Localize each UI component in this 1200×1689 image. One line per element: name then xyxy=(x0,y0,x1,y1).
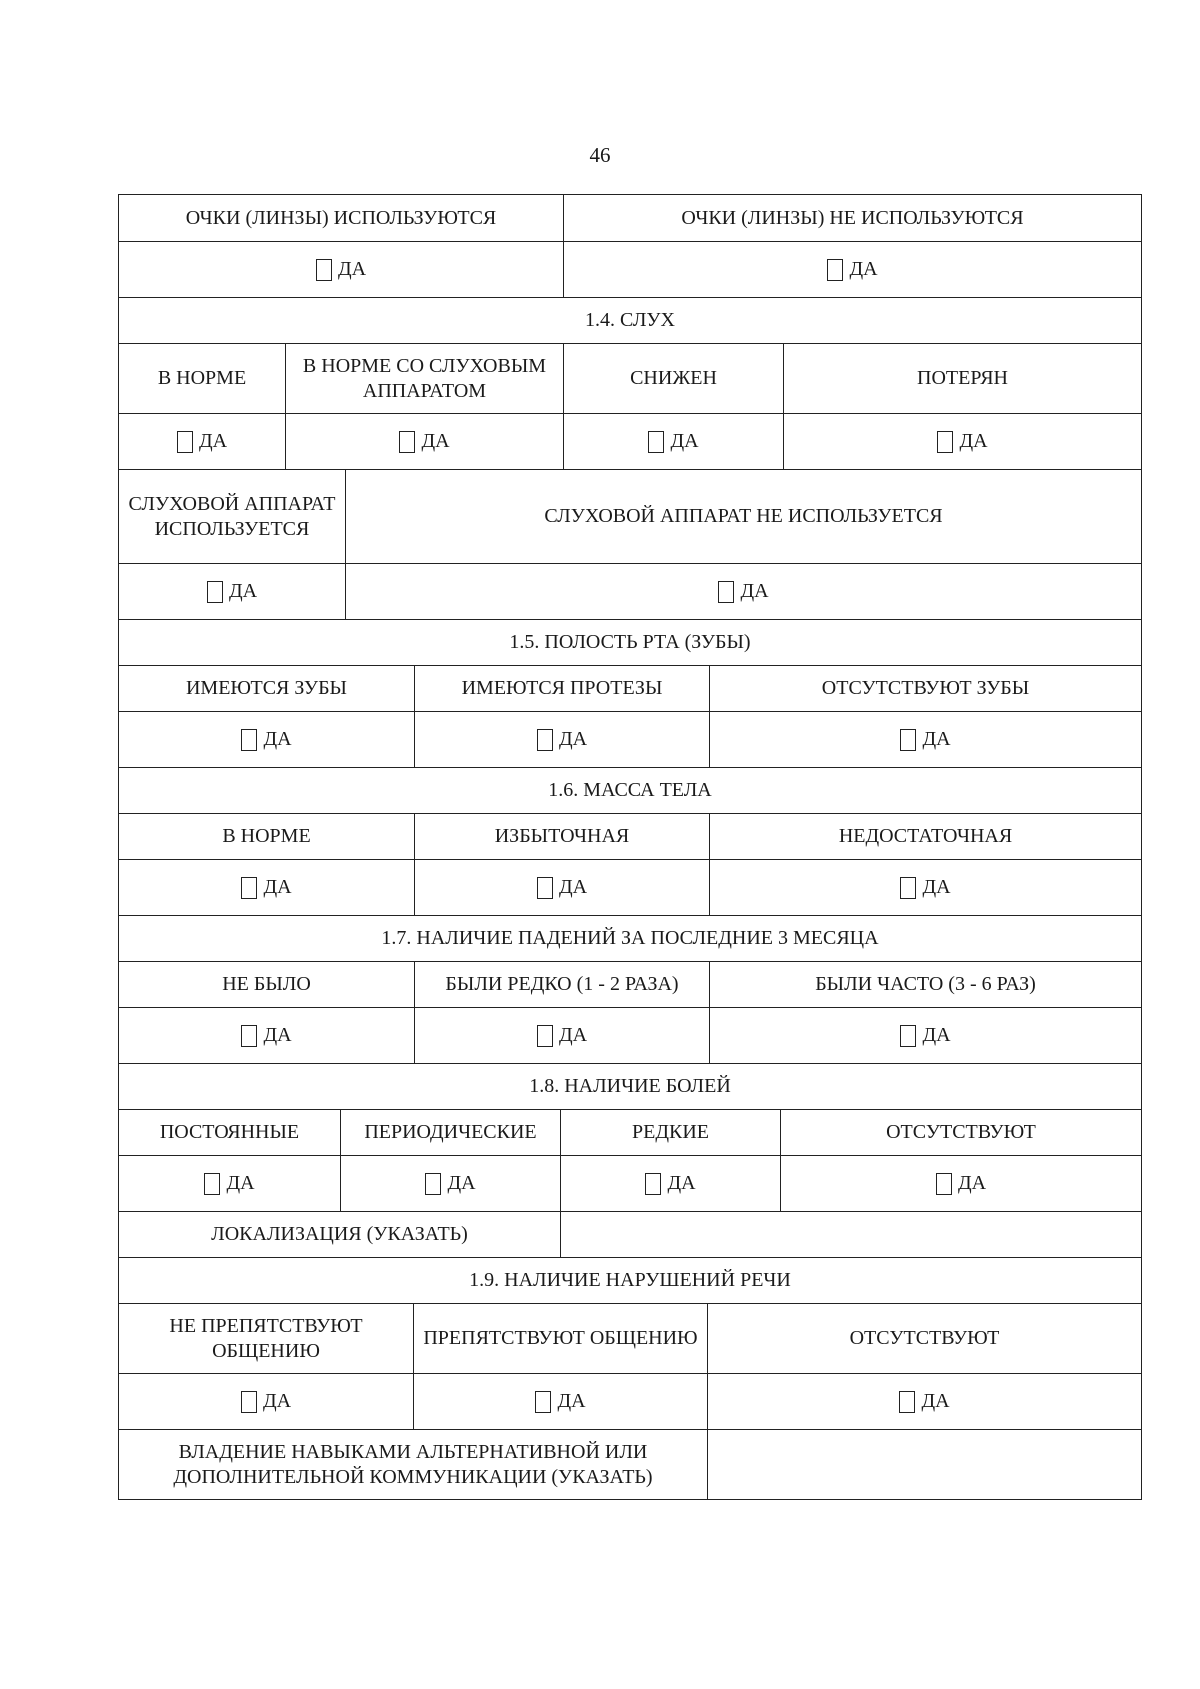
glasses-header-row xyxy=(119,195,1141,241)
checkbox-box[interactable] xyxy=(316,259,332,281)
hearing-normal-header: В НОРМЕ xyxy=(157,367,247,389)
falls-rare-checkbox[interactable] xyxy=(537,1023,587,1048)
hearing-normal-checkbox[interactable] xyxy=(177,429,227,454)
weight-title-row xyxy=(119,767,1141,813)
mouth-no-teeth-cell xyxy=(709,712,1141,767)
checkbox-label: ДА xyxy=(447,1172,476,1194)
mouth-teeth-checkbox[interactable] xyxy=(241,727,291,752)
mouth-no-teeth-checkbox[interactable] xyxy=(900,727,950,752)
pain-constant-cell xyxy=(119,1156,340,1211)
checkbox-label: ДА xyxy=(922,1024,951,1046)
checkbox-label: ДА xyxy=(263,876,292,898)
pain-rare-cell xyxy=(560,1156,780,1211)
checkbox-box[interactable] xyxy=(645,1173,661,1195)
glasses-not-used-header: ОЧКИ (ЛИНЗЫ) НЕ ИСПОЛЬЗУЮТСЯ xyxy=(563,195,1141,241)
mouth-dentures-header: ИМЕЮТСЯ ПРОТЕЗЫ xyxy=(414,666,709,711)
pain-title-row xyxy=(119,1063,1141,1109)
hearing-reduced-header: СНИЖЕН xyxy=(563,344,783,413)
checkbox-box[interactable] xyxy=(204,1173,220,1195)
mouth-no-teeth-header: ОТСУТСТВУЮТ ЗУБЫ xyxy=(709,666,1141,711)
checkbox-label: ДА xyxy=(558,876,588,898)
section-title-falls: 1.7. НАЛИЧИЕ ПАДЕНИЙ ЗА ПОСЛЕДНИЕ 3 МЕСЯЦА xyxy=(381,927,879,949)
pain-rare-checkbox[interactable] xyxy=(645,1171,695,1196)
speech-alt-comm-label: ВЛАДЕНИЕ НАВЫКАМИ АЛЬТЕРНАТИВНОЙ ИЛИ ДОПОЛНИТЕЛЬНОЙ КОММУНИКАЦИИ (УКАЗАТЬ) xyxy=(173,1440,653,1488)
falls-frequent-cell xyxy=(709,1008,1141,1063)
pain-absent-header: ОТСУТСТВУЮТ xyxy=(780,1110,1141,1155)
falls-checkbox-row xyxy=(119,1007,1141,1063)
hearing-normal-aid-cell xyxy=(285,414,563,469)
glasses-used-cell xyxy=(119,242,563,297)
hearing-checkbox-row xyxy=(119,413,1141,469)
checkbox-label: ДА xyxy=(922,728,951,750)
hearing-normal-aid-checkbox[interactable] xyxy=(399,429,449,454)
falls-none-header: НЕ БЫЛО xyxy=(222,973,311,995)
checkbox-box[interactable] xyxy=(537,729,553,751)
speech-alt-comm-field[interactable] xyxy=(707,1430,1141,1499)
pain-constant-checkbox[interactable] xyxy=(204,1171,254,1196)
speech-not-hinder-header: НЕ ПРЕПЯТСТВУЮТ ОБЩЕНИЮ xyxy=(169,1314,363,1362)
pain-absent-checkbox[interactable] xyxy=(936,1171,986,1196)
speech-hinder-checkbox[interactable] xyxy=(535,1389,585,1414)
hearing-reduced-checkbox[interactable] xyxy=(648,429,698,454)
pain-header-row xyxy=(119,1109,1141,1155)
hearing-aid-not-used-header: СЛУХОВОЙ АППАРАТ НЕ ИСПОЛЬЗУЕТСЯ xyxy=(345,470,1141,563)
checkbox-label: ДА xyxy=(262,1390,292,1412)
checkbox-label: ДА xyxy=(263,728,292,750)
checkbox-box[interactable] xyxy=(177,431,193,453)
mouth-title-row xyxy=(119,619,1141,665)
mouth-teeth-cell xyxy=(119,712,414,767)
hearing-aid-used-cell xyxy=(119,564,345,619)
checkbox-box[interactable] xyxy=(537,877,553,899)
checkbox-box[interactable] xyxy=(900,1025,916,1047)
checkbox-box[interactable] xyxy=(241,1391,257,1413)
section-title-weight: 1.6. МАССА ТЕЛА xyxy=(548,779,712,801)
speech-hinder-cell xyxy=(413,1374,707,1429)
falls-none-cell xyxy=(119,1008,414,1063)
checkbox-box[interactable] xyxy=(900,877,916,899)
glasses-not-used-cell xyxy=(563,242,1141,297)
checkbox-box[interactable] xyxy=(241,1025,257,1047)
pain-localization-label: ЛОКАЛИЗАЦИЯ (УКАЗАТЬ) xyxy=(211,1223,468,1245)
pain-localization-row xyxy=(119,1211,1141,1257)
checkbox-label: ДА xyxy=(198,430,228,452)
hearing-header-row xyxy=(119,343,1141,413)
pain-rare-header: РЕДКИЕ xyxy=(560,1110,780,1155)
speech-absent-checkbox[interactable] xyxy=(899,1389,949,1414)
pain-periodic-header: ПЕРИОДИЧЕСКИЕ xyxy=(340,1110,560,1155)
checkbox-box[interactable] xyxy=(827,259,843,281)
checkbox-box[interactable] xyxy=(535,1391,551,1413)
mouth-header-row xyxy=(119,665,1141,711)
weight-deficient-checkbox[interactable] xyxy=(900,875,950,900)
checkbox-label: ДА xyxy=(959,430,988,452)
checkbox-label: ДА xyxy=(921,1390,950,1412)
falls-header-row xyxy=(119,961,1141,1007)
speech-header-row xyxy=(119,1303,1141,1373)
checkbox-label: ДА xyxy=(957,1172,987,1194)
assessment-form xyxy=(118,194,1142,1500)
checkbox-label: ДА xyxy=(263,1024,292,1046)
mouth-teeth-header: ИМЕЮТСЯ ЗУБЫ xyxy=(185,677,347,699)
falls-rare-header: БЫЛИ РЕДКО (1 - 2 РАЗА) xyxy=(414,962,709,1007)
section-title-speech: 1.9. НАЛИЧИЕ НАРУШЕНИЙ РЕЧИ xyxy=(469,1269,791,1291)
weight-excess-header: ИЗБЫТОЧНАЯ xyxy=(414,814,709,859)
hearing-lost-checkbox[interactable] xyxy=(937,429,987,454)
checkbox-box[interactable] xyxy=(899,1391,915,1413)
section-title-hearing: 1.4. СЛУХ xyxy=(584,309,675,331)
checkbox-label: ДА xyxy=(922,876,951,898)
weight-header-row xyxy=(119,813,1141,859)
hearing-reduced-cell xyxy=(563,414,783,469)
speech-checkbox-row xyxy=(119,1373,1141,1429)
glasses-used-checkbox[interactable] xyxy=(316,257,366,282)
falls-rare-cell xyxy=(414,1008,709,1063)
checkbox-box[interactable] xyxy=(425,1173,441,1195)
checkbox-label: ДА xyxy=(558,1024,588,1046)
speech-absent-header: ОТСУТСТВУЮТ xyxy=(707,1304,1141,1373)
checkbox-label: ДА xyxy=(667,1172,696,1194)
pain-absent-cell xyxy=(780,1156,1141,1211)
hearing-aid-not-used-checkbox[interactable] xyxy=(718,579,768,604)
checkbox-label: ДА xyxy=(228,580,258,602)
checkbox-label: ДА xyxy=(849,258,878,280)
hearing-normal-cell xyxy=(119,414,285,469)
falls-frequent-header: БЫЛИ ЧАСТО (3 - 6 РАЗ) xyxy=(709,962,1141,1007)
hearing-title-row xyxy=(119,297,1141,343)
glasses-used-header: ОЧКИ (ЛИНЗЫ) ИСПОЛЬЗУЮТСЯ xyxy=(185,206,497,229)
pain-constant-header: ПОСТОЯННЫЕ xyxy=(159,1121,300,1143)
hearing-aid-header-row xyxy=(119,469,1141,563)
checkbox-box[interactable] xyxy=(648,431,664,453)
checkbox-box[interactable] xyxy=(936,1173,952,1195)
speech-not-hinder-cell xyxy=(119,1374,413,1429)
speech-alt-comm-row xyxy=(119,1429,1141,1499)
checkbox-label: ДА xyxy=(421,430,450,452)
checkbox-box[interactable] xyxy=(207,581,223,603)
checkbox-box[interactable] xyxy=(900,729,916,751)
checkbox-box[interactable] xyxy=(537,1025,553,1047)
weight-excess-checkbox[interactable] xyxy=(537,875,587,900)
section-title-pain: 1.8. НАЛИЧИЕ БОЛЕЙ xyxy=(529,1075,731,1097)
checkbox-box[interactable] xyxy=(241,877,257,899)
section-title-mouth: 1.5. ПОЛОСТЬ РТА (ЗУБЫ) xyxy=(509,631,751,653)
checkbox-label: ДА xyxy=(337,258,367,280)
page-number: 46 xyxy=(589,143,611,167)
checkbox-box[interactable] xyxy=(718,581,734,603)
hearing-aid-not-used-cell xyxy=(345,564,1141,619)
weight-deficient-cell xyxy=(709,860,1141,915)
hearing-aid-checkbox-row xyxy=(119,563,1141,619)
checkbox-label: ДА xyxy=(670,430,699,452)
weight-excess-cell xyxy=(414,860,709,915)
pain-localization-field[interactable] xyxy=(560,1212,1141,1257)
hearing-aid-used-checkbox[interactable] xyxy=(207,579,257,604)
hearing-lost-cell xyxy=(783,414,1141,469)
mouth-dentures-checkbox[interactable] xyxy=(537,727,587,752)
hearing-lost-header: ПОТЕРЯН xyxy=(783,344,1141,413)
glasses-checkbox-row xyxy=(119,241,1141,297)
checkbox-label: ДА xyxy=(558,728,588,750)
pain-periodic-cell xyxy=(340,1156,560,1211)
speech-absent-cell xyxy=(707,1374,1141,1429)
weight-checkbox-row xyxy=(119,859,1141,915)
weight-normal-checkbox[interactable] xyxy=(241,875,291,900)
glasses-not-used-checkbox[interactable] xyxy=(827,257,877,282)
weight-normal-cell xyxy=(119,860,414,915)
falls-frequent-checkbox[interactable] xyxy=(900,1023,950,1048)
checkbox-box[interactable] xyxy=(399,431,415,453)
mouth-checkbox-row xyxy=(119,711,1141,767)
pain-checkbox-row xyxy=(119,1155,1141,1211)
checkbox-label: ДА xyxy=(740,580,769,602)
checkbox-box[interactable] xyxy=(241,729,257,751)
speech-not-hinder-checkbox[interactable] xyxy=(241,1389,291,1414)
weight-deficient-header: НЕДОСТАТОЧНАЯ xyxy=(709,814,1141,859)
speech-hinder-header: ПРЕПЯТСТВУЮТ ОБЩЕНИЮ xyxy=(413,1304,707,1373)
weight-normal-header: В НОРМЕ xyxy=(222,825,311,847)
checkbox-label: ДА xyxy=(557,1390,586,1412)
checkbox-box[interactable] xyxy=(937,431,953,453)
mouth-dentures-cell xyxy=(414,712,709,767)
checkbox-label: ДА xyxy=(226,1172,255,1194)
falls-title-row xyxy=(119,915,1141,961)
pain-periodic-checkbox[interactable] xyxy=(425,1171,475,1196)
hearing-aid-used-header: СЛУХОВОЙ АППАРАТ ИСПОЛЬЗУЕТСЯ xyxy=(128,492,336,540)
falls-none-checkbox[interactable] xyxy=(241,1023,291,1048)
hearing-normal-aid-header: В НОРМЕ СО СЛУХОВЫМ АППАРАТОМ xyxy=(285,344,563,413)
speech-title-row xyxy=(119,1257,1141,1303)
